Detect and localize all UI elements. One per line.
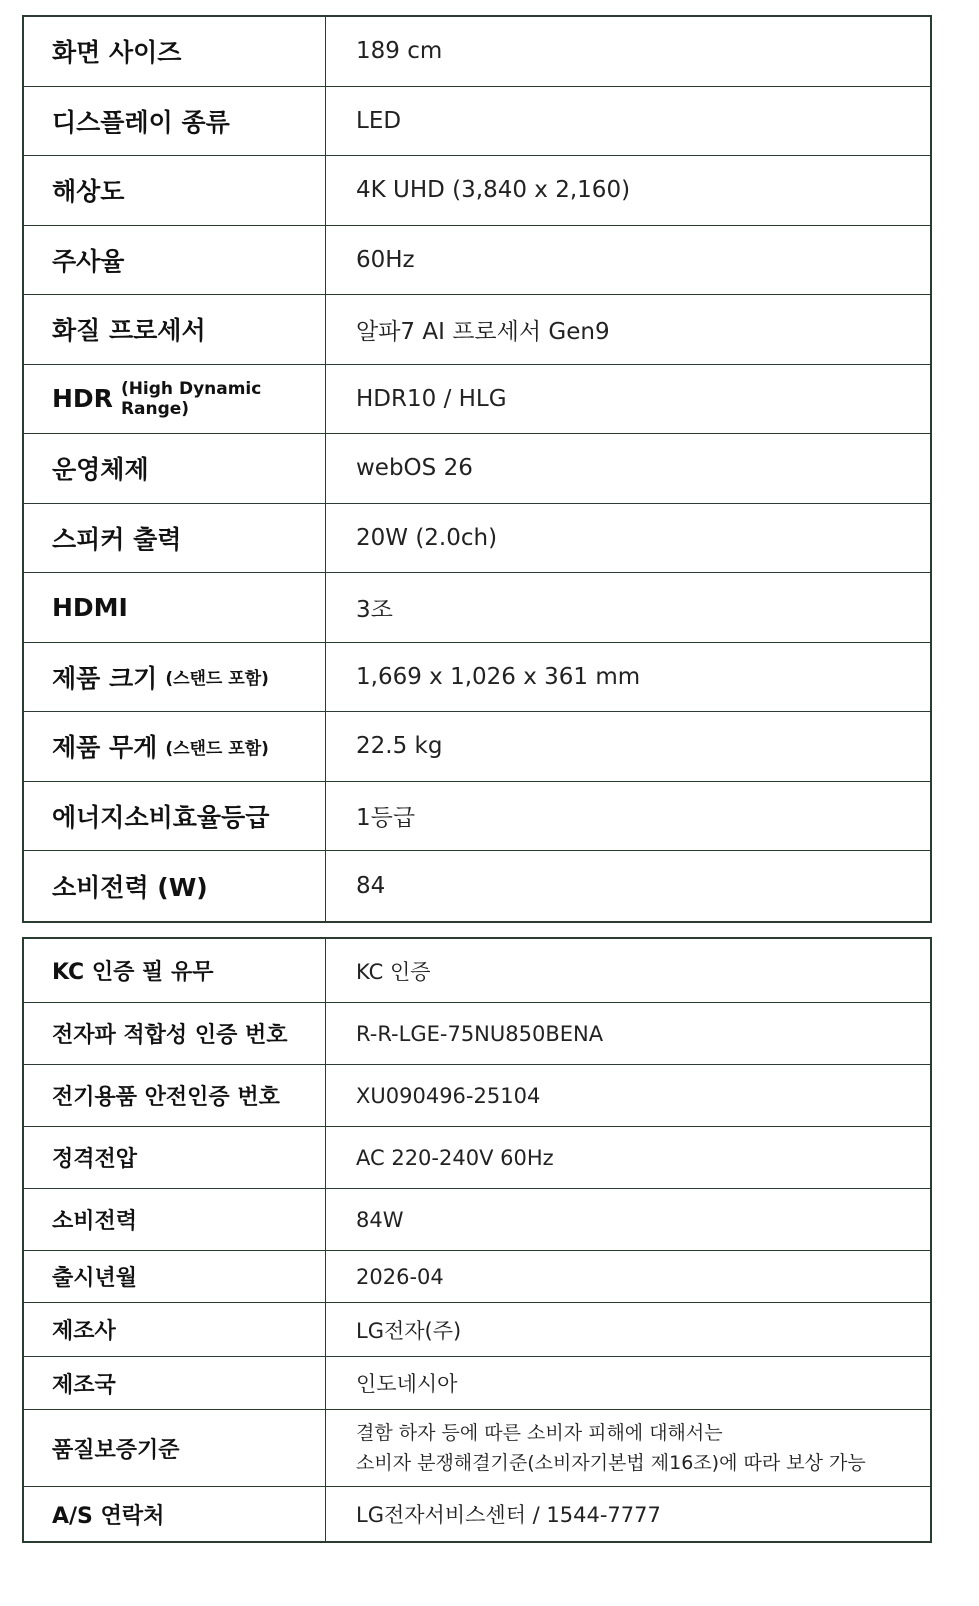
- spec-row-resolution: [24, 156, 930, 226]
- cert-label: 품질보증기준: [24, 1410, 326, 1486]
- cert-label: 소비전력: [24, 1189, 326, 1250]
- cert-row-warranty: [24, 1410, 930, 1487]
- spec-row-size: [24, 643, 930, 713]
- spec-row-screen-size: [24, 17, 930, 87]
- spec-value: 20W (2.0ch): [356, 524, 498, 551]
- spec-row-processor: [24, 295, 930, 365]
- spec-label-note: (스탠드 포함): [165, 669, 269, 690]
- spec-row-display-type: [24, 87, 930, 157]
- spec-label: 화면 사이즈: [24, 17, 326, 86]
- spec-value: 4K UHD (3,840 x 2,160): [356, 177, 631, 204]
- warranty-line: 결함 하자 등에 따른 소비자 피해에 대해서는: [356, 1422, 723, 1444]
- spec-table: [22, 15, 932, 923]
- spec-label: 운영체제: [24, 434, 326, 503]
- spec-row-hdr: [24, 365, 930, 435]
- cert-row-emc: [24, 1003, 930, 1065]
- spec-row-refresh-rate: [24, 226, 930, 296]
- spec-value: 189 cm: [356, 38, 443, 65]
- cert-row-release: [24, 1251, 930, 1303]
- cert-value: LG전자서비스센터 / 1544-7777: [356, 1503, 661, 1527]
- spec-label: 제품 크기 (스탠드 포함): [24, 643, 326, 712]
- cert-label: KC 인증 필 유무: [24, 939, 326, 1002]
- cert-row-as: [24, 1487, 930, 1541]
- cert-row-country: [24, 1357, 930, 1410]
- spec-row-hdmi: [24, 573, 930, 643]
- cert-row-safety: [24, 1065, 930, 1127]
- spec-label: HDMI: [24, 573, 326, 642]
- spec-value: HDR10 / HLG: [356, 385, 507, 412]
- cert-label: A/S 연락처: [24, 1487, 326, 1541]
- spec-label: 주사율: [24, 226, 326, 295]
- spec-label-note: (스탠드 포함): [165, 738, 269, 759]
- cert-value: XU090496-25104: [356, 1083, 541, 1108]
- warranty-line: 소비자 분쟁해결기준(소비자기본법 제16조)에 따라 보상 가능: [356, 1452, 866, 1474]
- spec-row-power: [24, 851, 930, 921]
- spec-label: 화질 프로세서: [24, 295, 326, 364]
- cert-row-voltage: [24, 1127, 930, 1189]
- cert-row-power: [24, 1189, 930, 1251]
- cert-label: 전기용품 안전인증 번호: [24, 1065, 326, 1126]
- spec-value: 3조: [356, 596, 393, 623]
- spec-row-energy-grade: [24, 782, 930, 852]
- cert-row-manufacturer: [24, 1303, 930, 1357]
- cert-table: [22, 937, 932, 1543]
- spec-label: 디스플레이 종류: [24, 87, 326, 156]
- spec-value: 1등급: [356, 805, 416, 832]
- spec-value: 22.5 kg: [356, 733, 443, 760]
- spec-label-note: (High Dynamic Range): [120, 378, 262, 419]
- spec-row-speaker: [24, 504, 930, 574]
- cert-label: 제조국: [24, 1357, 326, 1409]
- cert-value: R-R-LGE-75NU850BENA: [356, 1021, 604, 1046]
- cert-value: 2026-04: [356, 1264, 444, 1289]
- cert-value: LG전자(주): [356, 1318, 462, 1343]
- spec-label: 에너지소비효율등급: [24, 782, 326, 851]
- spec-label: 스피커 출력: [24, 504, 326, 573]
- cert-value: [326, 1410, 930, 1486]
- spec-label: 소비전력 (W): [24, 851, 326, 921]
- cert-value: 84W: [356, 1207, 404, 1232]
- spec-row-weight: [24, 712, 930, 782]
- cert-label: 제조사: [24, 1303, 326, 1356]
- cert-value: KC 인증: [356, 959, 431, 984]
- cert-label: 전자파 적합성 인증 번호: [24, 1003, 326, 1064]
- spec-row-os: [24, 434, 930, 504]
- spec-value: LED: [356, 107, 402, 134]
- cert-value: 인도네시아: [356, 1372, 458, 1396]
- spec-value: 알파7 AI 프로세서 Gen9: [356, 318, 610, 345]
- cert-value: AC 220-240V 60Hz: [356, 1145, 554, 1170]
- cert-label: 출시년월: [24, 1251, 326, 1302]
- spec-value: 84: [356, 872, 386, 899]
- spec-label: 제품 무게 (스탠드 포함): [24, 712, 326, 781]
- spec-value: 1,669 x 1,026 x 361 mm: [356, 663, 641, 690]
- spec-value: 60Hz: [356, 246, 415, 273]
- spec-label: 해상도: [24, 156, 326, 225]
- spec-value: webOS 26: [356, 455, 473, 482]
- cert-label: 정격전압: [24, 1127, 326, 1188]
- spec-label: HDR (High Dynamic Range): [24, 365, 326, 434]
- cert-row-kc: [24, 939, 930, 1003]
